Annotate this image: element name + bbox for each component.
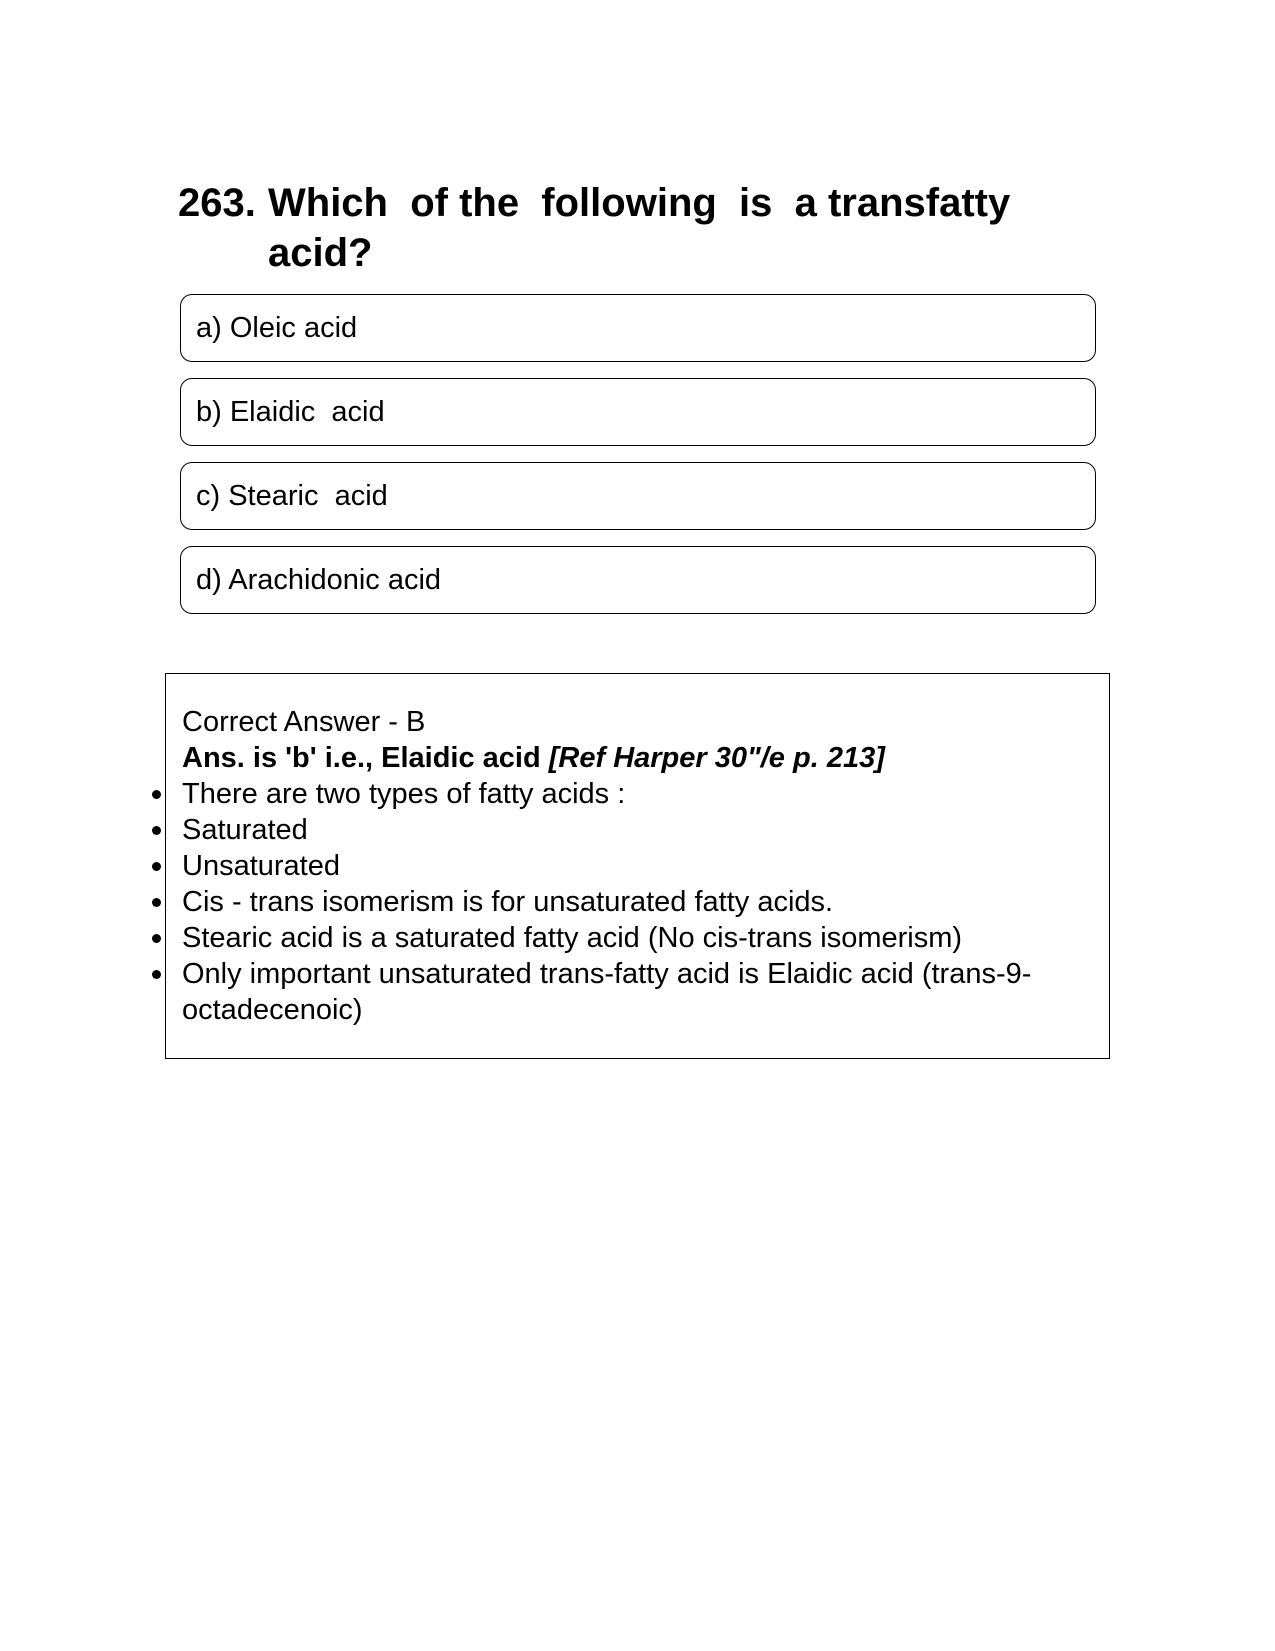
bullet-item: Saturated xyxy=(182,812,1082,848)
explanation-bullets xyxy=(182,776,1082,1028)
answer-reference-line xyxy=(182,740,1082,776)
answer-content xyxy=(182,704,1082,1028)
bullet-item: Stearic acid is a saturated fatty acid (No cis-trans isomerism) xyxy=(182,920,1082,956)
question-heading xyxy=(178,178,1078,278)
bullet-item: Cis - trans isomerism is for unsaturated fatty acids. xyxy=(182,884,1082,920)
option-a[interactable]: a) Oleic acid xyxy=(180,294,1096,362)
question-number: 263. xyxy=(178,181,256,225)
answer-explanation-box xyxy=(165,673,1110,1059)
options-list xyxy=(180,294,1096,630)
bullet-item: There are two types of fatty acids : xyxy=(182,776,1082,812)
correct-answer-line: Correct Answer - B xyxy=(182,706,426,738)
question-text: Which of the following is a transfatty acid? xyxy=(268,181,1022,275)
bullet-item: Only important unsaturated trans-fatty acid is Elaidic acid (trans-9-octadecenoic) xyxy=(182,956,1082,1028)
option-b[interactable]: b) Elaidic acid xyxy=(180,378,1096,446)
option-d[interactable]: d) Arachidonic acid xyxy=(180,546,1096,614)
answer-statement: Ans. is 'b' i.e., Elaidic acid xyxy=(182,742,549,774)
bullet-item: Unsaturated xyxy=(182,848,1082,884)
option-c[interactable]: c) Stearic acid xyxy=(180,462,1096,530)
answer-reference: [Ref Harper 30"/e p. 213] xyxy=(548,742,885,774)
